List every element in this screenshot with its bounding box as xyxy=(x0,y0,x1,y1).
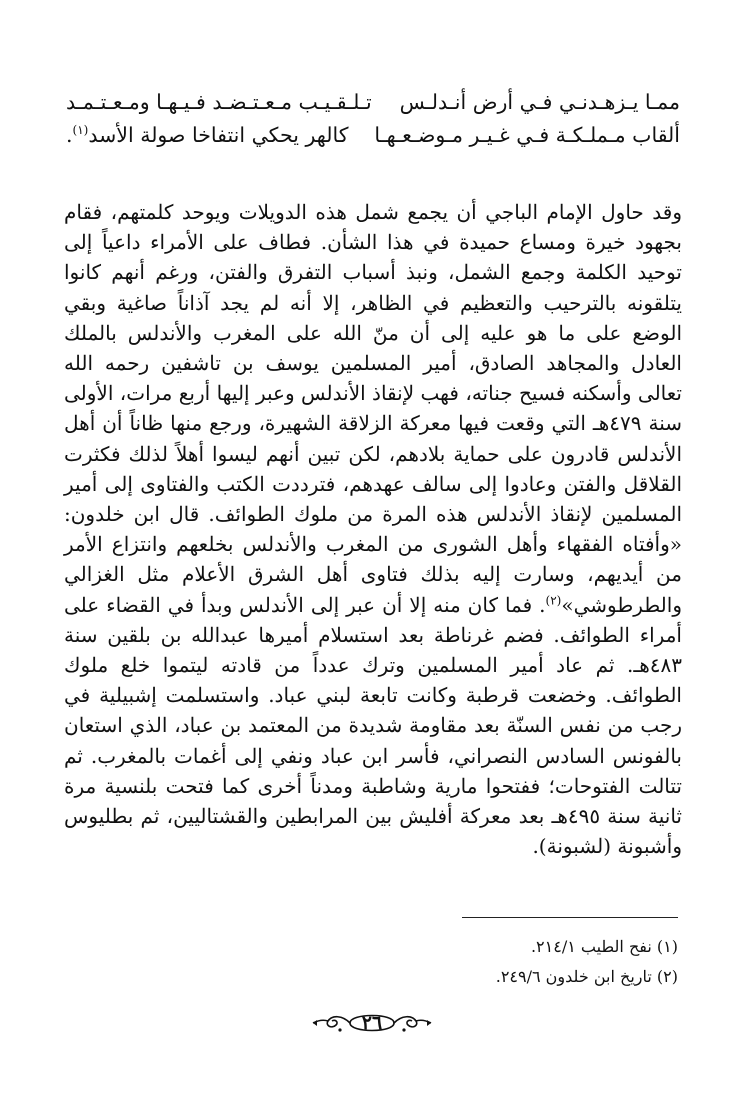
verse-1-first-hemistich: ممـا يـزهـدنـي فـي أرض أنـدلـس xyxy=(399,90,680,114)
poem-verse-1 xyxy=(66,86,680,119)
body-paragraph xyxy=(64,197,682,861)
verse-2-second-hemistich xyxy=(66,119,348,152)
verse-2-first-hemistich: ألقاب مـملـكـة فـي غـيـر مـوضـعـهـا xyxy=(374,123,680,147)
footnote-marker-2: (٢) xyxy=(545,592,562,607)
verse-1-second-hemistich: تـلـقـيـب مـعـتـضـد فـيـهـا ومـعـتـمـد xyxy=(66,90,372,114)
footnote-divider xyxy=(462,917,678,918)
footnote-1: (١) نفح الطيب ٢١٤/١. xyxy=(530,937,678,956)
verse-2-second-text: كالهر يحكي انتفاخا صولة الأسد xyxy=(88,123,349,147)
poem-verse-2 xyxy=(66,119,680,152)
page-number: ٢٦ xyxy=(361,1012,383,1034)
footnote-marker-1: (١) xyxy=(72,123,89,138)
body-text-part-1: وقد حاول الإمام الباجي أن يجمع شمل هذه الدويلات ويوحد كلمتهم، فقام بجهود خيرة ومساع حميدة في هذا الشأن. فطاف على الأمراء داعياً إلى توحيد الكلمة وجمع الشمل، ونبذ أسباب التفرق والفتن، ورغم أنهم كانوا يتلقونه بالترحيب والتعظيم في الظاهر، إلا أنه لم يجد آذاناً صاغية وبقي الوضع على ما هو عليه إلى أن منّ الله على المغرب والأندلس بالملك العادل والمجاهد الصادق، أمير المسلمين يوسف بن تاشفين رحمه الله تعالى وأسكنه فسيح جناته، فهب لإنقاذ الأندلس وعبر إليها أربع مرات، الأولى سنة ٤٧٩هـ التي وقعت فيها معركة الزلاقة الشهيرة، ورجع منها ظاناً أن أهل الأندلس قادرون على حماية بلادهم، لكن تبين أنهم ليسوا أهلاً لذلك فكثرت القلاقل والفتن وعادوا إلى سالف عهدهم، فترددت الكتب والفتاوى إلى أمير المسلمين لإنقاذ الأندلس هذه المرة من ملوك الطوائف. قال ابن خلدون: «وأفتاه الفقهاء وأهل الشورى من المغرب والأندلس بخلعهم وانتزاع الأمر من أيديهم، وسارت إليه بذلك فتاوى أهل الشرق الأعلام مثل الغزالي والطرطوشي» xyxy=(64,200,683,617)
footnote-2: (٢) تاريخ ابن خلدون ٢٤٩/٦. xyxy=(495,967,678,986)
footnotes xyxy=(258,932,678,992)
body-text-part-2: . فما كان منه إلا أن عبر إلى الأندلس وبدأ في القضاء على أمراء الطوائف. فضم غرناطة بعد استسلام أميرها عبدالله بن بلقين سنة ٤٨٣هـ. ثم عاد أمير المسلمين وترك عدداً من قادته ليتموا خلع ملوك الطوائف. وخضعت قرطبة وكانت تابعة لبني عباد. واستسلمت إشبيلية في رجب من نفس السنّة بعد مقاومة شديدة من المعتمد بن عباد، الذي استعان بالفونس السادس النصراني، فأسر ابن عباد ونفي إلى أغمات بالمغرب. ثم تتالت الفتوحات؛ ففتحوا مارية وشاطبة ومدناً أخرى كما فتحت بلنسية مرة ثانية سنة ٤٩٥هـ بعد معركة أفليش بين المرابطين والقشتاليين، ثم بطليوس وأشبونة (لشبونة). xyxy=(64,592,682,859)
verse-2-end-punct: . xyxy=(66,123,73,147)
